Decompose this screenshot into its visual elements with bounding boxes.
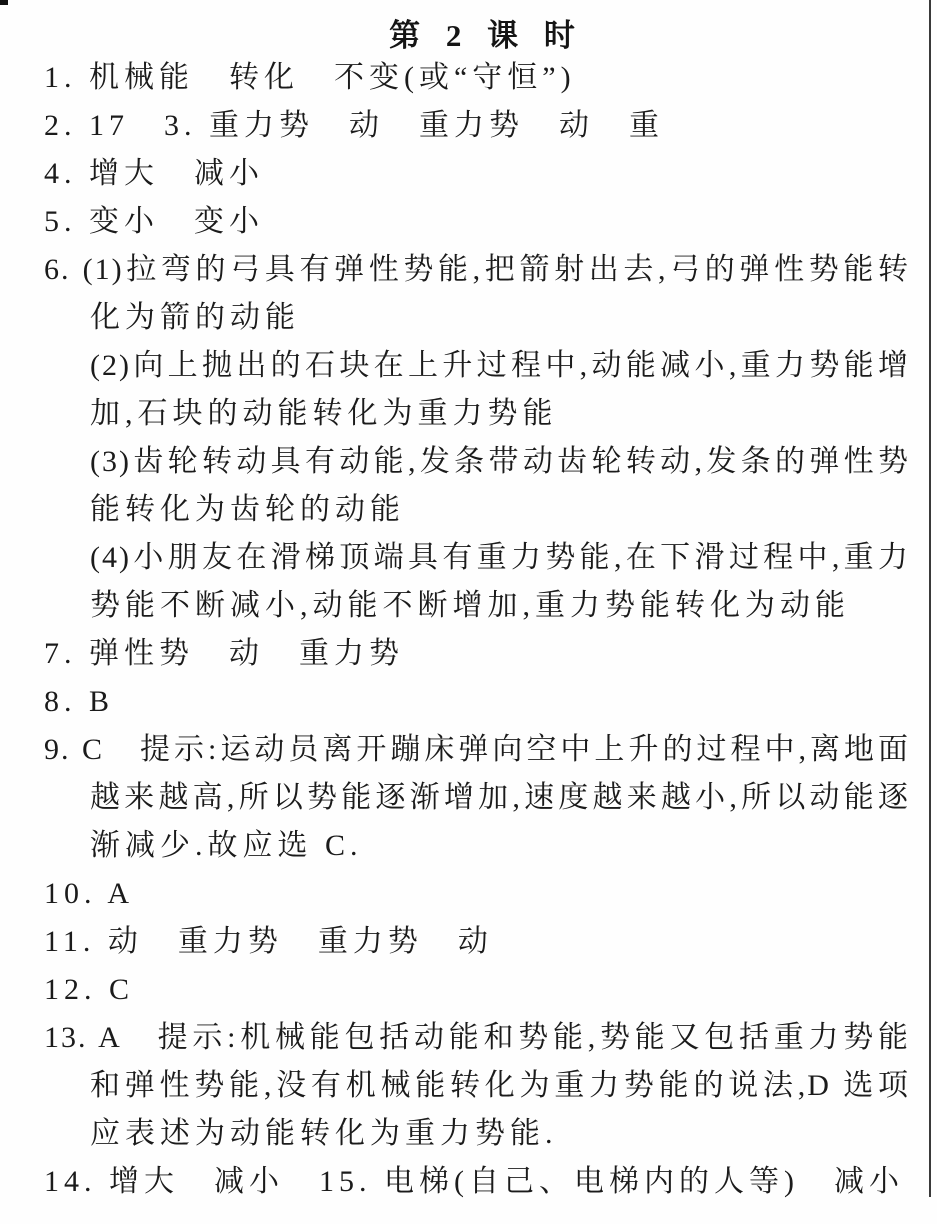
answer-line: 化为箭的动能 [90, 301, 300, 334]
answer-line: 11. 动 重力势 重力势 动 [44, 925, 493, 958]
answer-line: 和弹性势能,没有机械能转化为重力势能的说法,D 选项 [90, 1069, 910, 1102]
answer-line: 越来越高,所以势能逐渐增加,速度越来越小,所以动能逐 [90, 781, 910, 814]
answer-line: 1. 机械能 转化 不变(或“守恒”) [44, 61, 576, 94]
answer-line: 5. 变小 变小 [44, 205, 264, 238]
answer-line: 10. A [44, 877, 135, 910]
scan-artifact-mark [0, 0, 8, 5]
answer-line: 13. A 提示:机械能包括动能和势能,势能又包括重力势能 [44, 1021, 910, 1054]
answers-block [0, 54, 910, 1206]
answer-line: (4)小朋友在滑梯顶端具有重力势能,在下滑过程中,重力 [90, 541, 910, 574]
answer-line: 4. 增大 减小 [44, 157, 264, 190]
answer-line: 12. C [44, 973, 135, 1006]
answer-line: 应表述为动能转化为重力势能. [90, 1117, 558, 1150]
answer-line: 能转化为齿轮的动能 [90, 493, 405, 526]
answer-line: 14. 增大 减小 15. 电梯(自己、电梯内的人等) 减小 [44, 1165, 904, 1198]
answer-line: 6. (1)拉弯的弓具有弹性势能,把箭射出去,弓的弹性势能转 [44, 253, 910, 286]
answer-line: 8. B [44, 685, 115, 718]
answer-line: 2. 17 3. 重力势 动 重力势 动 重 [44, 109, 664, 142]
answer-line: 渐减少.故应选 C. [90, 829, 363, 862]
page-edge-rule [929, 0, 931, 1197]
answer-line: 势能不断减小,动能不断增加,重力势能转化为动能 [90, 589, 850, 622]
answer-line: 加,石块的动能转化为重力势能 [90, 397, 558, 430]
answer-line: (2)向上抛出的石块在上升过程中,动能减小,重力势能增 [90, 349, 910, 382]
answer-line: (3)齿轮转动具有动能,发条带动齿轮转动,发条的弹性势 [90, 445, 910, 478]
answer-line: 7. 弹性势 动 重力势 [44, 637, 404, 670]
page-title: 第 2 课 时 [389, 18, 581, 53]
answer-line: 9. C 提示:运动员离开蹦床弹向空中上升的过程中,离地面 [44, 733, 910, 766]
